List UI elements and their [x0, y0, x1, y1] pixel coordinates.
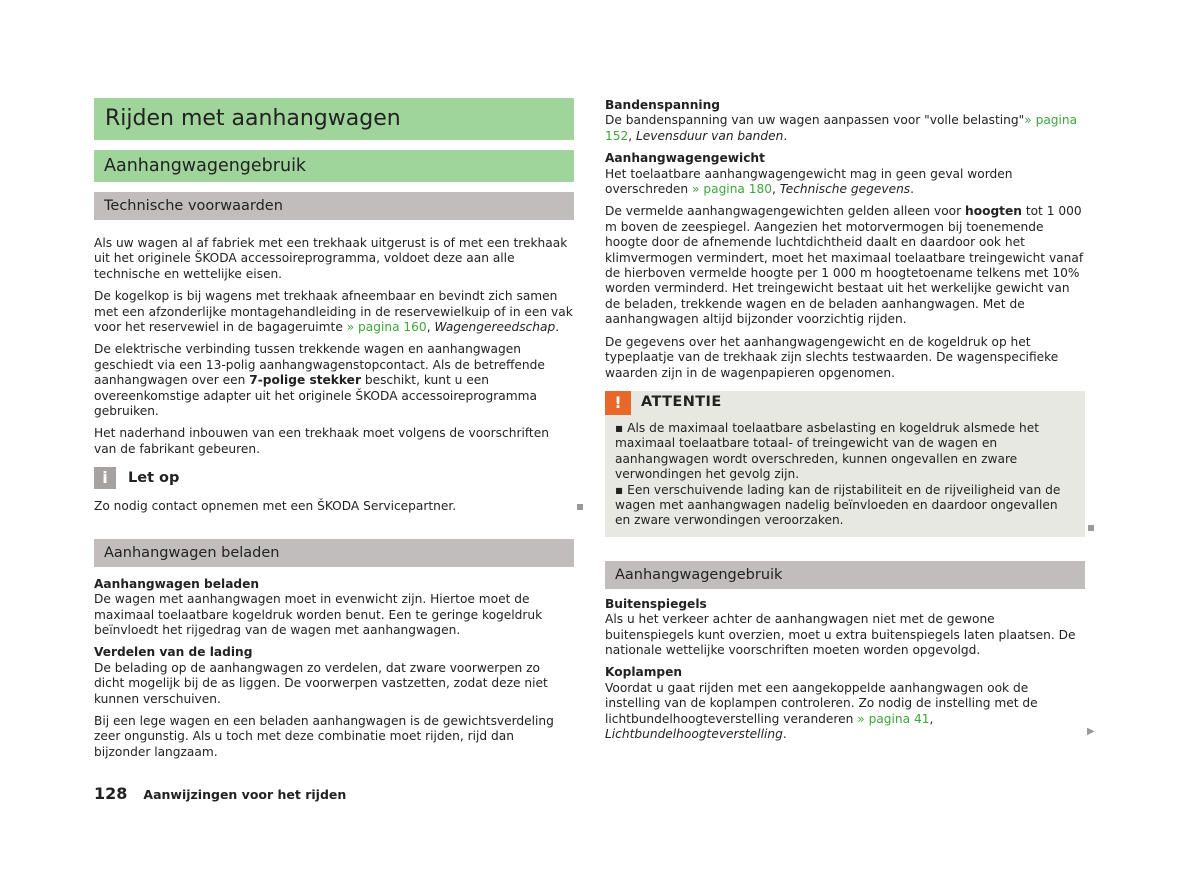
text: , [929, 711, 934, 726]
info-icon: i [94, 467, 116, 489]
paragraph [605, 113, 1085, 144]
text: De vermelde aanhangwagengewichten gelden alleen voor [605, 204, 966, 219]
text: . [910, 182, 915, 197]
right-column [605, 98, 1085, 749]
subsection-heading-technical: Technische voorwaarden [94, 192, 574, 220]
paragraph [605, 167, 1085, 198]
note-body [94, 499, 574, 514]
warning-box [605, 391, 1085, 537]
text: beschikt, kunt u een overeenkomstige adapter uit het originele ŠKODA accessoireprogramma gebruiken. [94, 373, 537, 419]
page-link[interactable]: » pagina 160 [346, 320, 427, 335]
subheading: Bandenspanning [605, 98, 720, 112]
warning-item: ▪ Als de maximaal toelaatbare asbelasting en kogeldruk alsmede het maximaal toelaatbare totaal- of treingewicht van de wagen en aanhangwagen wordt overschreden, kunnen ongevallen en zware verwondingen het gevolg zijn. [615, 420, 1039, 482]
section-heading: Aanhangwagengebruik [94, 150, 574, 182]
text: tot 1 000 m boven de zeespiegel. Aangezien het motorvermogen bij toenemende hoogte door de afnemende luchtdichtheid daalt en daardoor ook het klimvermogen vermindert, moet het maximaal toelaatbare treingewicht vanaf de hierboven vermelde hoogte per 1 000 m hoogtetoename telkens met 10% worden verminderd. Het treingewicht bestaat uit het werkelijke gewicht van de beladen, trekkende wagen en de beladen aanhangwagen. Met de aanhangwagen altijd bijzonder voorzichtig rijden. [605, 204, 1084, 327]
text: , [772, 182, 780, 197]
subheading: Aanhangwagengewicht [605, 151, 765, 166]
continue-arrow-icon: ▶ [1087, 726, 1095, 737]
text: Voordat u gaat rijden met een aangekoppelde aanhangwagen ook de instelling van de koplampen controleren. Zo nodig de instelling met de lichtbundelhoogteverstelling veranderen [605, 680, 1038, 726]
subsection-heading-loading: Aanhangwagen beladen [94, 539, 574, 567]
paragraph [94, 342, 574, 419]
link-title: Levensduur van banden [636, 128, 784, 143]
section-heading-usage: Aanhangwagengebruik [605, 561, 1085, 589]
page-link[interactable]: » pagina 152 [605, 113, 1078, 143]
paragraph [94, 289, 574, 335]
chapter-footer-title: Aanwijzingen voor het rijden [143, 787, 347, 802]
paragraph: De belading op de aanhangwagen zo verdelen, dat zware voorwerpen zo dicht mogelijk bij de as liggen. De voorwerpen vastzetten, zodat deze niet kunnen verschuiven. [94, 660, 548, 706]
paragraph: Bij een lege wagen en een beladen aanhangwagen is de gewichtsverdeling zeer ongunstig. Als u toch met deze combinatie moet rijden, rijd dan bijzonder langzaam. [94, 713, 554, 759]
text: , [426, 320, 435, 335]
bold-text: hoogten [965, 204, 1022, 219]
warning-title: ATTENTIE [641, 394, 722, 411]
page-link[interactable]: » pagina 41 [857, 711, 930, 726]
link-title: Technische gegevens [779, 182, 911, 197]
subheading: Verdelen van de lading [94, 645, 253, 660]
warning-header [605, 391, 1085, 415]
paragraph: Als u het verkeer achter de aanhangwagen niet met de gewone buitenspiegels kunt overzien, moet u extra buitenspiegels laten plaatsen. De nationale wettelijke voorschriften moeten worden opgevolgd. [605, 612, 1076, 657]
exclamation-icon: ! [605, 391, 631, 415]
subheading: Aanhangwagen beladen [94, 576, 260, 591]
paragraph: Als uw wagen al af fabriek met een trekhaak uitgerust is of met een trekhaak uit het originele ŠKODA accessoireprogramma, voldoet deze aan alle technische en wettelijke eisen. [94, 236, 568, 281]
text: De elektrische verbinding tussen trekkende wagen en aanhangwagen geschiedt via een 13-polig aanhangwagenstopcontact. Als de betreffende aanhangwagen over een [94, 342, 545, 388]
paragraph: De gegevens over het aanhangwagengewicht en de kogeldruk op het typeplaatje van de trekhaak zijn slechts testwaarden. De wagenspecifieke waarden zijn in de wagenpapieren opgenomen. [605, 334, 1059, 380]
paragraph: Het naderhand inbouwen van een trekhaak moet volgens de voorschriften van de fabrikant gebeuren. [94, 426, 549, 456]
left-column [94, 98, 574, 767]
text: . [782, 727, 787, 741]
note-text: Zo nodig contact opnemen met een ŠKODA Servicepartner. [94, 499, 457, 514]
chapter-title: Rijden met aanhangwagen [94, 98, 574, 140]
text: , [628, 128, 637, 143]
end-marker-icon [577, 504, 583, 510]
bold-text: 7-polige stekker [249, 373, 361, 388]
page-footer [94, 786, 346, 802]
text: De kogelkop is bij wagens met trekhaak afneembaar en bevindt zich samen met een afzonderlijke montagehandleiding in de reservewielkuip of in een vak voor het reservewiel in de bagageruimte [94, 289, 573, 335]
page-link[interactable]: » pagina 180 [692, 182, 773, 197]
page-number: 128 [94, 784, 128, 803]
text: . [783, 128, 788, 143]
paragraph: De wagen met aanhangwagen moet in evenwicht zijn. Hiertoe moet de maximaal toelaatbare kogeldruk worden benut. Een te geringe kogeldruk beïnvloedt het rijgedrag van de wagen met aanhangwagen. [94, 592, 543, 637]
paragraph [605, 204, 1085, 327]
link-title: Lichtbundelhoogteverstelling [605, 727, 783, 741]
warning-item: ▪ Een verschuivende lading kan de rijstabiliteit en de rijveiligheid van de wagen met aanhangwagen nadelig beïnvloeden en daardoor ongevallen en zware verwondingen veroorzaken. [615, 482, 1061, 528]
end-marker-icon [1088, 525, 1094, 531]
text: . [555, 320, 560, 335]
text: De bandenspanning van uw wagen aanpassen voor "volle belasting" [605, 113, 1025, 128]
subheading: Buitenspiegels [605, 596, 707, 611]
subheading: Koplampen [605, 665, 683, 680]
paragraph [605, 681, 1085, 743]
text: Het toelaatbare aanhangwagengewicht mag in geen geval worden overschreden [605, 166, 1013, 197]
warning-body [605, 415, 1085, 529]
link-title: Wagengereedschap [434, 320, 556, 335]
note-header [94, 467, 574, 489]
note-title: Let op [128, 469, 180, 486]
